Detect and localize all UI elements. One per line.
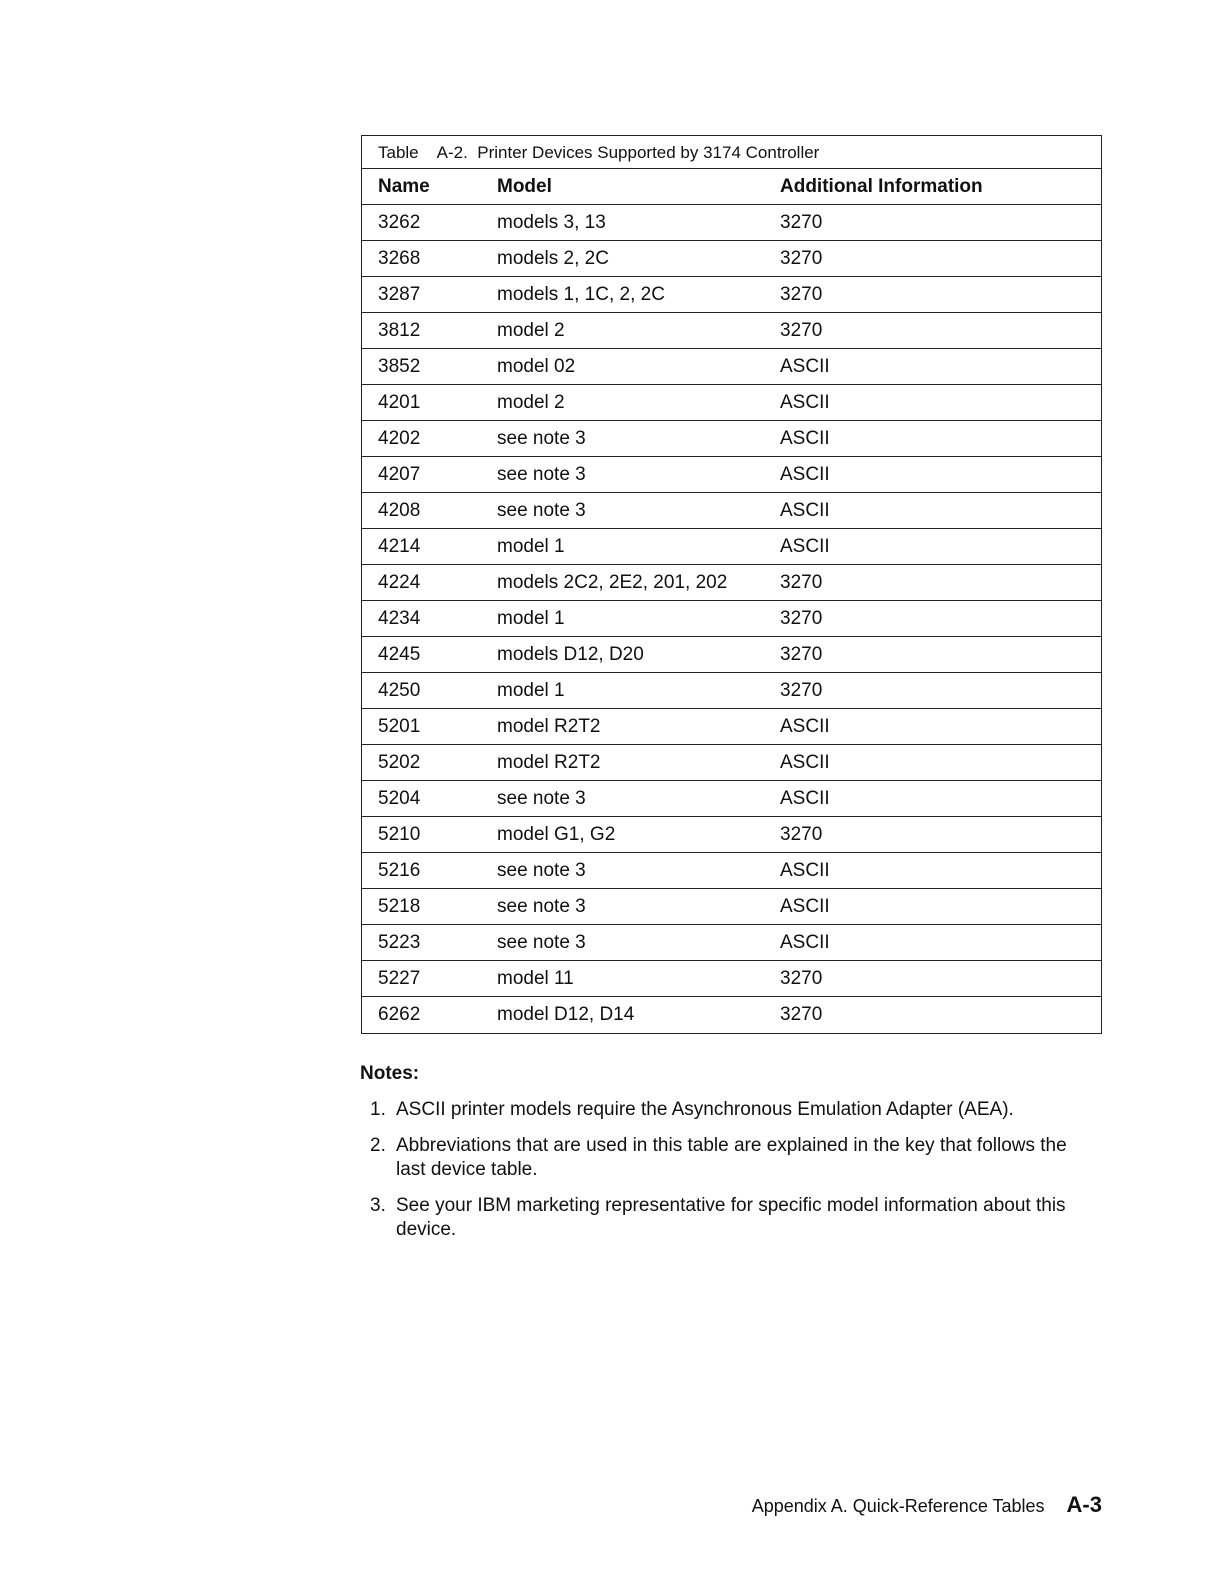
cell-model: model G1, G2 xyxy=(497,823,616,845)
cell-model: model R2T2 xyxy=(497,715,601,737)
table-header-row xyxy=(362,169,1101,205)
cell-additional-information: ASCII xyxy=(780,859,830,881)
cell-additional-information: 3270 xyxy=(780,643,823,665)
cell-name: 3852 xyxy=(378,355,421,377)
cell-additional-information: ASCII xyxy=(780,787,830,809)
notes-section xyxy=(360,1062,1100,1254)
header-model: Model xyxy=(497,175,552,197)
table-row xyxy=(362,565,1101,601)
cell-model: model 11 xyxy=(497,967,574,989)
cell-name: 5204 xyxy=(378,787,421,809)
cell-name: 4202 xyxy=(378,427,421,449)
note-number: 2. xyxy=(370,1135,386,1156)
cell-model: see note 3 xyxy=(497,787,586,809)
cell-model: models 1, 1C, 2, 2C xyxy=(497,283,665,305)
note-item xyxy=(360,1098,1100,1122)
table-row xyxy=(362,529,1101,565)
cell-additional-information: ASCII xyxy=(780,535,830,557)
table-row xyxy=(362,313,1101,349)
table-row xyxy=(362,889,1101,925)
cell-model: see note 3 xyxy=(497,859,586,881)
note-item xyxy=(360,1134,1100,1182)
table-row xyxy=(362,997,1101,1033)
table-row xyxy=(362,673,1101,709)
cell-name: 4234 xyxy=(378,607,421,629)
cell-name: 5216 xyxy=(378,859,421,881)
cell-model: see note 3 xyxy=(497,931,586,953)
cell-name: 5218 xyxy=(378,895,421,917)
cell-name: 5201 xyxy=(378,715,421,737)
cell-additional-information: 3270 xyxy=(780,283,823,305)
table-caption xyxy=(362,136,1101,169)
cell-additional-information: 3270 xyxy=(780,319,823,341)
cell-name: 4214 xyxy=(378,535,421,557)
table-row xyxy=(362,709,1101,745)
cell-name: 4245 xyxy=(378,643,421,665)
table-row xyxy=(362,277,1101,313)
table-row xyxy=(362,853,1101,889)
cell-name: 4208 xyxy=(378,499,421,521)
table-row xyxy=(362,961,1101,997)
cell-additional-information: 3270 xyxy=(780,679,823,701)
note-text: Abbreviations that are used in this table are explained in the key that follows the last device table. xyxy=(396,1135,1067,1180)
cell-model: see note 3 xyxy=(497,895,586,917)
table-row xyxy=(362,925,1101,961)
cell-model: see note 3 xyxy=(497,499,586,521)
footer-section-title: Appendix A. Quick-Reference Tables xyxy=(751,1496,1045,1516)
cell-model: model 1 xyxy=(497,679,565,701)
note-number: 3. xyxy=(370,1195,386,1216)
table-row xyxy=(362,457,1101,493)
cell-model: model D12, D14 xyxy=(497,1004,635,1025)
header-name: Name xyxy=(378,175,430,197)
cell-name: 5223 xyxy=(378,931,421,953)
cell-additional-information: ASCII xyxy=(780,499,830,521)
cell-additional-information: 3270 xyxy=(780,571,823,593)
cell-additional-information: ASCII xyxy=(780,391,830,413)
caption-text: A-2. Printer Devices Supported by 3174 Controller xyxy=(436,143,820,162)
cell-additional-information: 3270 xyxy=(780,247,823,269)
cell-model: model 2 xyxy=(497,319,565,341)
cell-name: 3262 xyxy=(378,211,421,233)
cell-additional-information: ASCII xyxy=(780,427,830,449)
table-row xyxy=(362,817,1101,853)
cell-model: model 1 xyxy=(497,535,565,557)
notes-list xyxy=(360,1098,1100,1242)
cell-model: models 2C2, 2E2, 201, 202 xyxy=(497,571,728,593)
cell-additional-information: 3270 xyxy=(780,607,823,629)
page-number: A-3 xyxy=(1066,1492,1102,1517)
cell-name: 3812 xyxy=(378,319,421,341)
cell-model: model 2 xyxy=(497,391,565,413)
cell-additional-information: 3270 xyxy=(780,967,823,989)
note-text: See your IBM marketing representative for specific model information about this device. xyxy=(396,1195,1066,1240)
cell-model: model 02 xyxy=(497,355,576,377)
table-row xyxy=(362,205,1101,241)
cell-additional-information: 3270 xyxy=(780,211,823,233)
table-body xyxy=(362,205,1101,1033)
cell-name: 3268 xyxy=(378,247,421,269)
note-item xyxy=(360,1194,1100,1242)
cell-additional-information: ASCII xyxy=(780,895,830,917)
cell-name: 6262 xyxy=(378,1004,421,1025)
table-row xyxy=(362,349,1101,385)
cell-additional-information: 3270 xyxy=(780,1004,823,1025)
cell-name: 4201 xyxy=(378,391,421,413)
cell-additional-information: ASCII xyxy=(780,355,830,377)
note-text: ASCII printer models require the Asynchronous Emulation Adapter (AEA). xyxy=(396,1099,1014,1120)
cell-additional-information: ASCII xyxy=(780,463,830,485)
cell-model: model 1 xyxy=(497,607,565,629)
cell-name: 4207 xyxy=(378,463,421,485)
table-row xyxy=(362,781,1101,817)
header-additional-information: Additional Information xyxy=(780,175,983,197)
cell-model: see note 3 xyxy=(497,427,586,449)
printer-devices-table xyxy=(361,135,1102,1034)
cell-name: 5227 xyxy=(378,967,421,989)
table-row xyxy=(362,745,1101,781)
cell-name: 4250 xyxy=(378,679,421,701)
note-number: 1. xyxy=(370,1099,386,1120)
cell-additional-information: ASCII xyxy=(780,715,830,737)
table-row xyxy=(362,601,1101,637)
cell-name: 5210 xyxy=(378,823,421,845)
cell-model: models D12, D20 xyxy=(497,643,644,665)
table-row xyxy=(362,637,1101,673)
cell-additional-information: ASCII xyxy=(780,931,830,953)
cell-additional-information: ASCII xyxy=(780,751,830,773)
cell-additional-information: 3270 xyxy=(780,823,823,845)
cell-model: models 3, 13 xyxy=(497,211,606,233)
cell-model: model R2T2 xyxy=(497,751,601,773)
cell-name: 3287 xyxy=(378,283,421,305)
table-row xyxy=(362,493,1101,529)
cell-name: 4224 xyxy=(378,571,421,593)
page-footer xyxy=(752,1492,1102,1518)
cell-name: 5202 xyxy=(378,751,421,773)
notes-title: Notes: xyxy=(360,1063,420,1084)
table-row xyxy=(362,421,1101,457)
cell-model: see note 3 xyxy=(497,463,586,485)
caption-label: Table xyxy=(378,143,419,162)
table-row xyxy=(362,241,1101,277)
cell-model: models 2, 2C xyxy=(497,247,609,269)
table-row xyxy=(362,385,1101,421)
